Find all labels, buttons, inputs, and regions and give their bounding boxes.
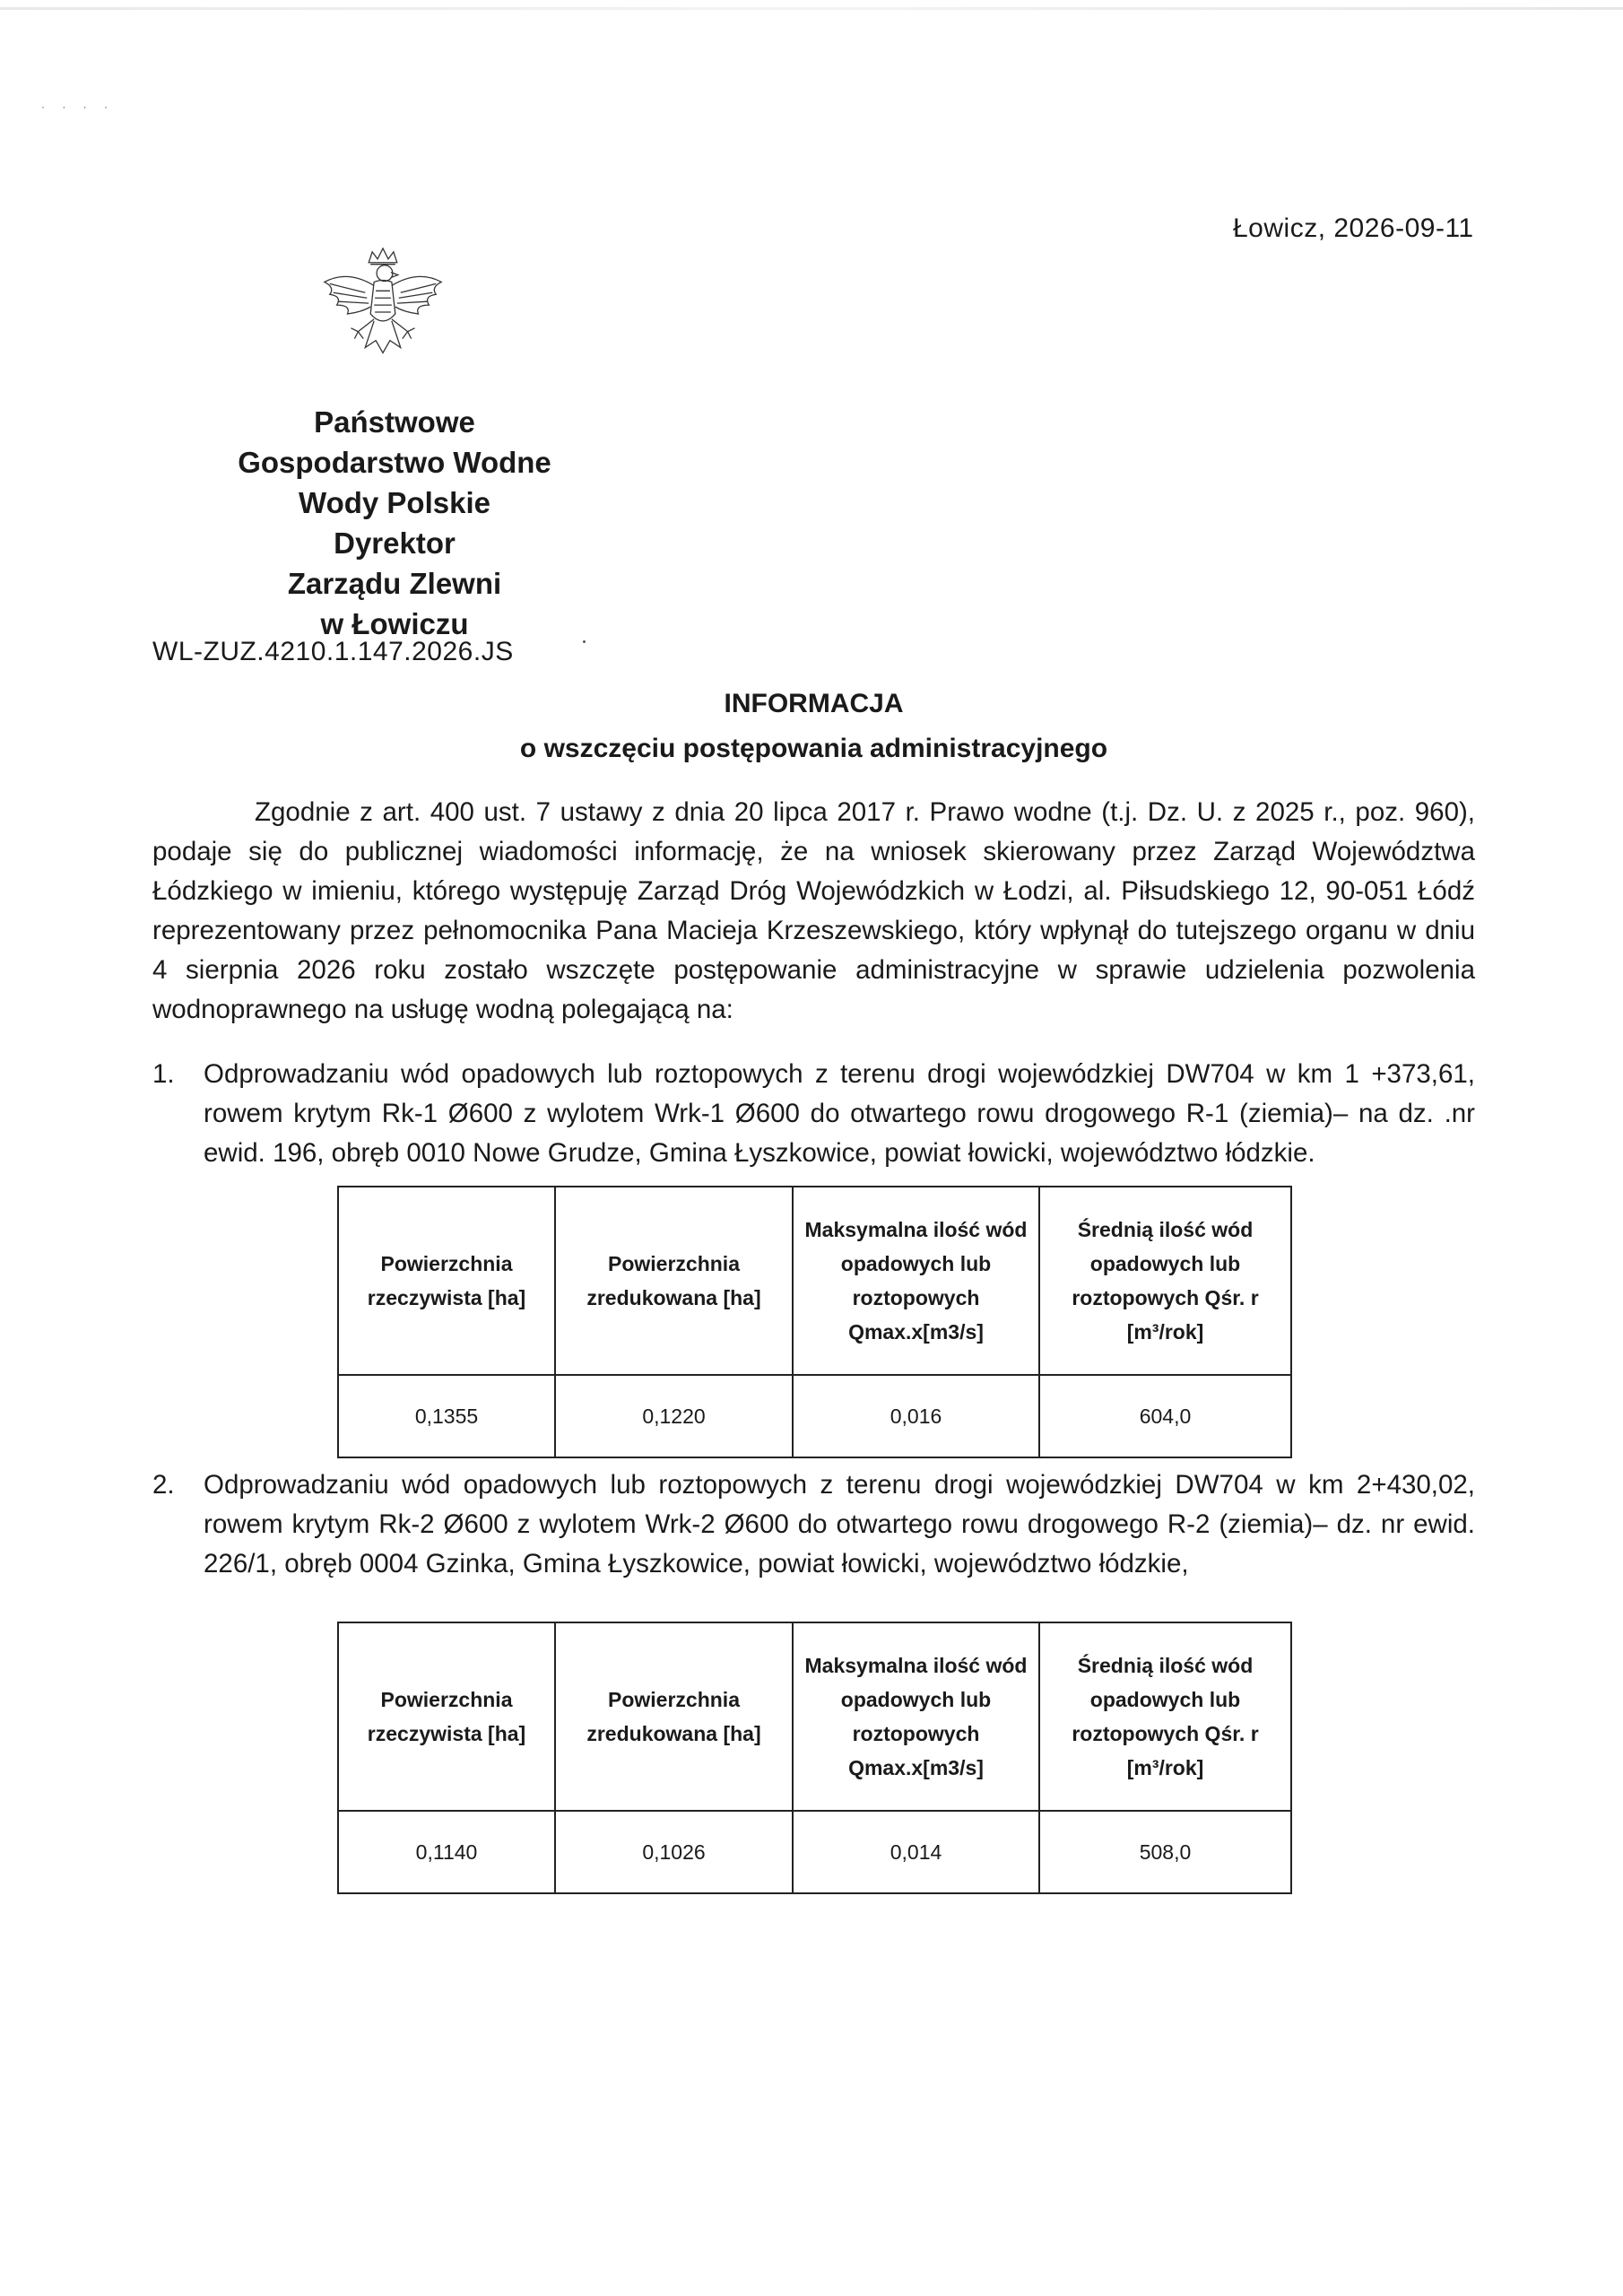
water-discharge-table (337, 1186, 1292, 1458)
table-cell: 0,016 (793, 1375, 1039, 1457)
table-cell: 604,0 (1039, 1375, 1291, 1457)
table-header-cell: Powierzchnia rzeczywista [ha] (338, 1187, 555, 1375)
table-header-cell: Powierzchnia rzeczywista [ha] (338, 1622, 555, 1811)
list-item-number: 1. (152, 1059, 175, 1089)
authority-line: Gospodarstwo Wodne (238, 446, 551, 479)
table-cell: 0,1220 (555, 1375, 793, 1457)
table-row (338, 1375, 1291, 1457)
list-item (152, 1465, 1475, 1584)
table-header-cell: Średnią ilość wód opadowych lub roztopowych Qśr. r [m³/rok] (1039, 1622, 1291, 1811)
table-cell: 0,1140 (338, 1811, 555, 1893)
polish-eagle-emblem-icon (312, 242, 454, 386)
list-item-text: Odprowadzaniu wód opadowych lub roztopowych z terenu drogi wojewódzkiej DW704 w km 2+430,02, rowem krytym Rk-2 Ø600 z wylotem Wrk-2 Ø600 do otwartego rowu drogowego R-2 (ziemia)– dz. nr ewid. 226/1, obręb 0004 Gzinka, Gmina Łyszkowice, powiat łowicki, województwo łódzkie, (204, 1470, 1475, 1578)
scan-artifact (583, 640, 586, 643)
authority-line: Państwowe (314, 405, 475, 439)
scan-edge-line (0, 7, 1623, 10)
table-cell: 508,0 (1039, 1811, 1291, 1893)
authority-line: Dyrektor (334, 526, 456, 560)
list-item-text: Odprowadzaniu wód opadowych lub roztopowych z terenu drogi wojewódzkiej DW704 w km 1 +373,61, rowem krytym Rk-1 Ø600 z wylotem Wrk-1 Ø600 do otwartego rowu drogowego R-1 (ziemia)– na dz. .nr ewid. 196, obręb 0010 Nowe Grudze, Gmina Łyszkowice, powiat łowicki, województwo łódzkie. (204, 1059, 1475, 1168)
table-header-cell: Maksymalna ilość wód opadowych lub roztopowych Qmax.x[m3/s] (793, 1622, 1039, 1811)
authority-line: Zarządu Zlewni (287, 567, 502, 600)
body-paragraph: Zgodnie z art. 400 ust. 7 ustawy z dnia 20 lipca 2017 r. Prawo wodne (t.j. Dz. U. z 2025 r., poz. 960), podaje się do publicznej wiadomości informację, że na wniosek skierowany przez Zarząd Województwa Łódzkiego w imieniu, którego występuję Zarząd Dróg Wojewódzkich w Łodzi, al. Piłsudskiego 12, 90-051 Łódź reprezentowany przez pełnomocnika Pana Macieja Krzeszewskiego, który wpłynął do tutejszego organu w dniu 4 sierpnia 2026 roku zostało wszczęte postępowanie administracyjne w sprawie udzielenia pozwolenia wodnoprawnego na usługę wodną polegającą na: (152, 797, 1475, 1024)
table-header-row (338, 1187, 1291, 1375)
issuing-authority (152, 402, 637, 644)
authority-line: Wody Polskie (299, 486, 490, 519)
table-cell: 0,014 (793, 1811, 1039, 1893)
table-header-cell: Średnią ilość wód opadowych lub roztopowych Qśr. r [m³/rok] (1039, 1187, 1291, 1375)
document-date: Łowicz, 2026-09-11 (1233, 213, 1474, 243)
table-cell: 0,1355 (338, 1375, 555, 1457)
document-subtitle: o wszczęciu postępowania administracyjnego (519, 734, 1108, 763)
authority-line: w Łowiczu (320, 607, 469, 640)
table-row (338, 1811, 1291, 1893)
table-header-cell: Maksymalna ilość wód opadowych lub roztopowych Qmax.x[m3/s] (793, 1187, 1039, 1375)
water-discharge-table (337, 1622, 1292, 1894)
table-header-row (338, 1622, 1291, 1811)
scan-artifact: · · · · (41, 100, 115, 113)
table-header-cell: Powierzchnia zredukowana [ha] (555, 1187, 793, 1375)
list-item (152, 1055, 1475, 1173)
list-item-number: 2. (152, 1470, 175, 1500)
case-reference: WL-ZUZ.4210.1.147.2026.JS (152, 637, 514, 666)
table-header-cell: Powierzchnia zredukowana [ha] (555, 1622, 793, 1811)
table-cell: 0,1026 (555, 1811, 793, 1893)
document-title: INFORMACJA (724, 689, 904, 718)
